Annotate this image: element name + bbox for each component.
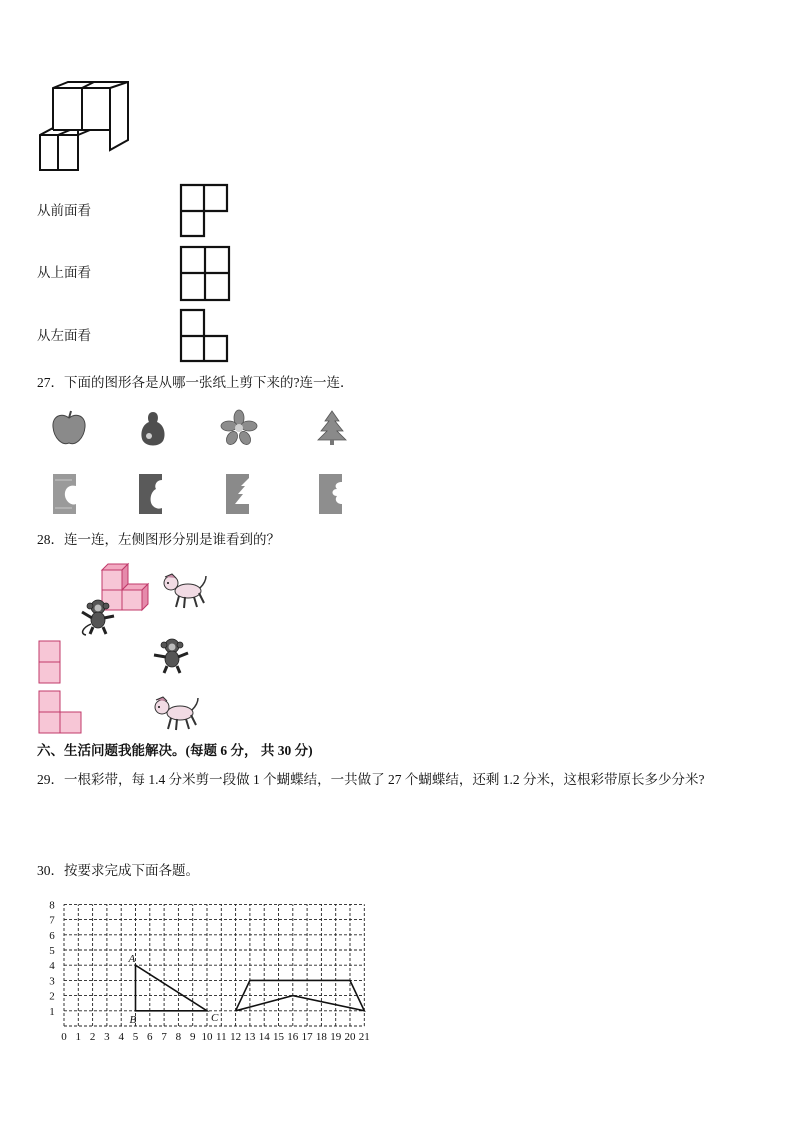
- x-tick-label: 16: [287, 1031, 299, 1043]
- x-tick-label: 0: [61, 1031, 67, 1043]
- y-tick-label: 5: [49, 945, 55, 957]
- x-tick-label: 18: [315, 1031, 327, 1043]
- question-27-text: 27．下面的图形各是从哪一张纸上剪下来的?连一连．: [37, 375, 354, 390]
- x-tick-label: 9: [189, 1031, 196, 1043]
- question-30-text: 30．按要求完成下面各题。: [37, 863, 199, 878]
- triangle-abc: [136, 965, 208, 1011]
- x-tick-label: 1: [75, 1031, 82, 1043]
- flower-cutout-icon: [221, 410, 257, 446]
- x-tick-label: 11: [216, 1031, 227, 1043]
- y-tick-label: 6: [49, 929, 55, 942]
- monkey-icon: [150, 637, 192, 675]
- y-tick-label: 4: [49, 960, 55, 973]
- paper-with-tree-hole-icon: [225, 472, 251, 516]
- x-tick-label: 15: [273, 1031, 284, 1043]
- top-view-grid: [180, 246, 232, 302]
- x-tick-label: 19: [330, 1031, 342, 1043]
- x-tick-label: 2: [89, 1031, 96, 1043]
- y-tick-label: 3: [49, 975, 55, 988]
- left-view-label: 从左面看: [37, 328, 91, 343]
- monkey-icon: [78, 598, 118, 636]
- cube-stack-figure: [38, 80, 133, 175]
- point-label: B: [129, 1013, 137, 1026]
- x-tick-label: 17: [301, 1031, 313, 1043]
- x-tick-label: 4: [118, 1031, 124, 1043]
- x-tick-label: 3: [104, 1031, 110, 1043]
- paper-with-gourd-hole-icon: [138, 472, 164, 516]
- left-view-grid: [180, 309, 230, 363]
- y-tick-label: 2: [49, 990, 55, 1003]
- pink-side-view: [38, 640, 62, 684]
- x-tick-label: 8: [175, 1031, 182, 1043]
- dog-icon: [160, 572, 208, 610]
- point-label: A: [128, 953, 136, 966]
- apple-cutout-icon: [50, 410, 88, 448]
- y-tick-label: 1: [49, 1005, 55, 1018]
- x-tick-label: 13: [244, 1031, 256, 1043]
- paper-with-flower-hole-icon: [318, 472, 344, 516]
- question-28-text: 28．连一连，左侧图形分别是谁看到的？: [37, 532, 280, 547]
- front-view-grid: [180, 184, 230, 238]
- x-tick-label: 14: [258, 1031, 270, 1043]
- front-view-label: 从前面看: [37, 203, 91, 218]
- x-tick-label: 12: [230, 1031, 242, 1043]
- x-tick-label: 7: [161, 1031, 167, 1043]
- top-view-label: 从上面看: [37, 265, 91, 280]
- coordinate-grid: [40, 892, 380, 1047]
- dog-icon: [150, 694, 200, 732]
- gourd-cutout-icon: [137, 410, 169, 448]
- x-tick-label: 6: [147, 1031, 153, 1043]
- section-6-title: 六、生活问题我能解决。(每题 6 分， 共 30 分): [37, 743, 313, 758]
- paper-with-apple-hole-icon: [52, 472, 78, 516]
- x-tick-label: 5: [132, 1031, 139, 1043]
- question-29-text: 29．一根彩带，每 1.4 分米剪一段做 1 个蝴蝶结，一共做了 27 个蝴蝶结，还剩 1.2 分米，这根彩带原长多少分米?: [37, 772, 705, 787]
- point-label: C: [211, 1011, 219, 1024]
- x-tick-label: 10: [201, 1031, 213, 1043]
- pink-front-view: [38, 690, 84, 734]
- y-tick-label: 8: [49, 899, 55, 912]
- tree-cutout-icon: [316, 410, 348, 446]
- x-tick-label: 20: [344, 1031, 356, 1043]
- x-tick-label: 21: [358, 1031, 370, 1043]
- y-tick-label: 7: [49, 914, 55, 927]
